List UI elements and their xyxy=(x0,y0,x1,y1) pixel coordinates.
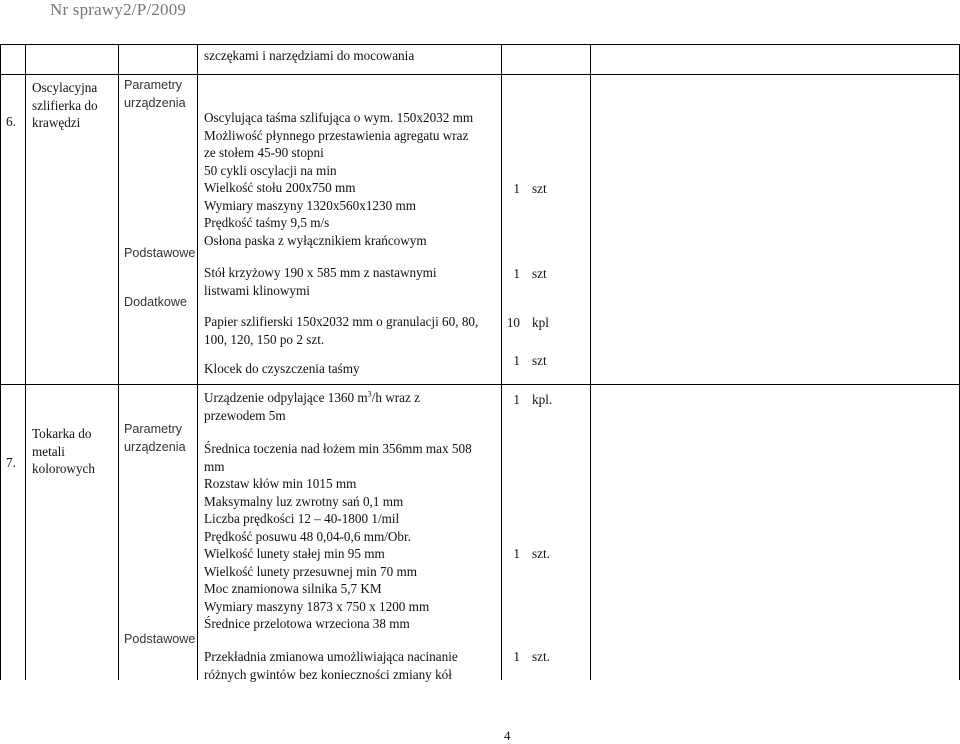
dust-text-pre: Urządzenie odpylające 1360 m xyxy=(204,390,368,405)
row6-params-quantity xyxy=(500,180,547,197)
spec-line: Wymiary maszyny 1873 x 750 x 1200 mm xyxy=(204,598,430,614)
row6-extra2-quantity xyxy=(500,352,547,369)
row6-name-line: szlifierka do xyxy=(32,97,98,113)
row7-params-quantity xyxy=(500,545,550,562)
spec-line: Wielkość lunety przesuwnej min 70 mm xyxy=(204,563,417,579)
spec-line: Średnica toczenia nad łożem min 356mm max 508 xyxy=(204,441,472,456)
row7-name-line: Tokarka do xyxy=(32,426,92,441)
col-border-2 xyxy=(118,44,119,680)
quantity-unit: kpl. xyxy=(532,392,553,407)
spec-line: Liczba prędkości 12 – 40-1800 1/mil xyxy=(204,511,400,526)
row7-number: 7. xyxy=(6,455,16,470)
dust-text-post: /h wraz z xyxy=(371,390,420,405)
row6-category-extra: Dodatkowe xyxy=(124,295,188,309)
table-left-border xyxy=(0,44,1,680)
row7-basic-list xyxy=(204,648,458,683)
quantity-number: 10 xyxy=(506,315,520,330)
quantity-number: 1 xyxy=(513,181,520,196)
category-label: Parametry xyxy=(124,422,183,436)
row6-machine-name xyxy=(32,79,98,132)
category-label: urządzenia xyxy=(124,439,186,454)
spec-line: przewodem 5m xyxy=(204,407,286,423)
quantity-number: 1 xyxy=(513,392,520,407)
quantity-unit: szt. xyxy=(532,649,550,664)
spec-line: Prędkość taśmy 9,5 m/s xyxy=(204,215,330,230)
row7-dust-extractor xyxy=(204,389,420,424)
quantity-unit: szt xyxy=(532,266,547,281)
spec-line xyxy=(204,389,420,407)
row6-params-list xyxy=(204,109,473,249)
top-row-description: szczękami i narzędziami do mocowania xyxy=(204,48,415,63)
spec-line: Rozstaw kłów min 1015 mm xyxy=(204,476,357,491)
row6-category-params xyxy=(124,77,186,112)
spec-line: ze stołem 45-90 stopni xyxy=(204,145,324,160)
row6-category-basic: Podstawowe xyxy=(124,246,196,260)
row6-extra1-quantity xyxy=(500,314,549,331)
quantity-number: 1 xyxy=(513,649,520,664)
spec-line: Średnice przelotowa wrzeciona 38 mm xyxy=(204,616,410,631)
row6-number: 6. xyxy=(6,114,16,129)
document-header: Nr sprawy2/P/2009 xyxy=(50,0,187,19)
spec-line: Przekładnia zmianowa umożliwiająca nacinanie xyxy=(204,649,458,664)
quantity-number: 1 xyxy=(513,266,520,281)
quantity-number: 1 xyxy=(513,546,520,561)
row7-name-line: kolorowych xyxy=(32,461,95,476)
spec-line: 100, 120, 150 po 2 szt. xyxy=(204,331,325,347)
row6-basic-list xyxy=(204,264,437,299)
quantity-unit: szt xyxy=(532,181,547,196)
spec-line: Stół krzyżowy 190 x 585 mm z nastawnymi xyxy=(204,265,437,280)
row-separator-top xyxy=(0,74,960,75)
row6-name-line: krawędzi xyxy=(32,115,81,130)
col-border-3 xyxy=(197,44,198,680)
quantity-number: 1 xyxy=(513,353,520,368)
spec-line: Wielkość lunety stałej min 95 mm xyxy=(204,546,385,561)
spec-line: Maksymalny luz zwrotny sań 0,1 mm xyxy=(204,493,404,509)
spec-line: mm xyxy=(204,458,225,474)
row6-extra2-text: Klocek do czyszczenia taśmy xyxy=(204,361,360,376)
row6-name-line: Oscylacyjna xyxy=(32,80,98,95)
spec-line: Możliwość płynnego przestawienia agregatu wraz xyxy=(204,127,469,143)
category-label: urządzenia xyxy=(124,95,186,110)
quantity-unit: szt xyxy=(532,353,547,368)
spec-line: Osłona paska z wyłącznikiem krańcowym xyxy=(204,232,427,248)
spec-line: Moc znamionowa silnika 5,7 KM xyxy=(204,581,382,596)
row7-name-line: metali xyxy=(32,443,65,459)
spec-line: listwami klinowymi xyxy=(204,282,310,298)
row7-basic-quantity xyxy=(500,648,550,665)
page-number: 4 xyxy=(504,728,511,743)
table-top-border xyxy=(0,44,960,45)
spec-line: różnych gwintów bez konieczności zmiany kół xyxy=(204,666,452,682)
category-label: Parametry xyxy=(124,78,183,92)
quantity-unit: szt. xyxy=(532,546,550,561)
spec-line: Prędkość posuwu 48 0,04-0,6 mm/Obr. xyxy=(204,528,411,544)
row6-extra1-list xyxy=(204,313,478,348)
col-border-1 xyxy=(25,44,26,680)
row-separator-middle xyxy=(0,384,960,385)
quantity-unit: kpl xyxy=(532,315,549,330)
spec-line: Oscylująca taśma szlifująca o wym. 150x2032 mm xyxy=(204,110,474,125)
row6-basic-quantity xyxy=(500,265,547,282)
spec-line: Wymiary maszyny 1320x560x1230 mm xyxy=(204,197,417,213)
spec-line: Wielkość stołu 200x750 mm xyxy=(204,180,356,195)
spec-line: 50 cykli oscylacji na min xyxy=(204,162,337,178)
row7-category-params xyxy=(124,421,186,456)
row7-params-list xyxy=(204,440,472,633)
row7-dust-quantity xyxy=(500,391,552,408)
spec-line: Papier szlifierski 150x2032 mm o granulacji 60, 80, xyxy=(204,314,479,329)
row7-category-basic: Podstawowe xyxy=(124,632,196,646)
dust-sup: 3 xyxy=(367,389,372,399)
col-border-5 xyxy=(590,44,591,680)
row7-machine-name xyxy=(32,425,95,478)
